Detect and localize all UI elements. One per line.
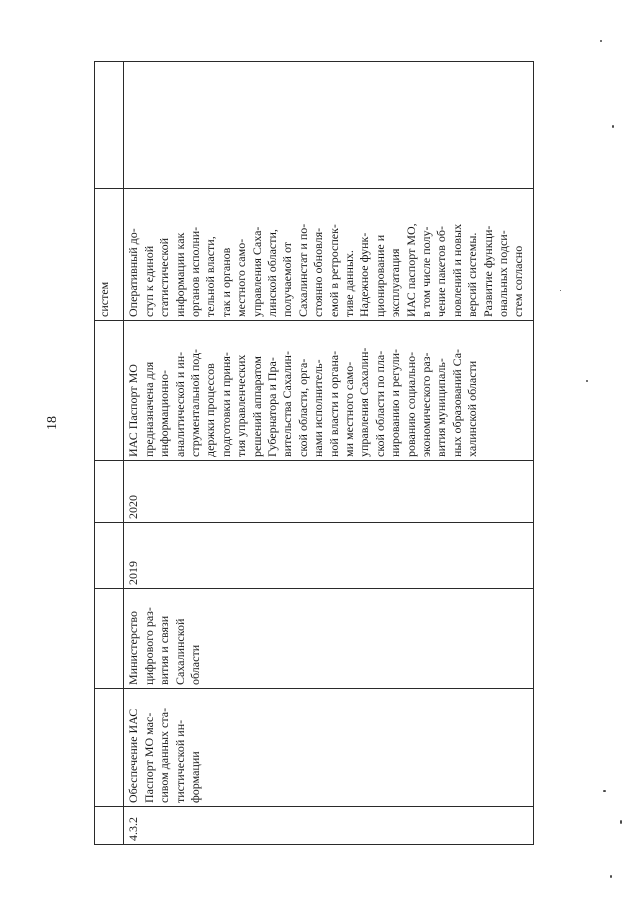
text-line: тиве данных. [341, 250, 356, 317]
text-line: вития муниципаль- [434, 358, 449, 457]
text-line: струментальной под- [187, 348, 202, 457]
text-line: Сахалинстат и по- [295, 223, 310, 317]
text-line: Министерство [126, 611, 141, 685]
text-line: тельной власти, [203, 236, 218, 317]
table-row [124, 62, 534, 845]
cell-empty [95, 589, 124, 689]
text-line: линской области, [264, 229, 279, 317]
text-line: чение пакетов об- [434, 226, 449, 317]
text-line: стем согласно [511, 245, 526, 317]
text-line: ной власти и органа- [326, 350, 341, 457]
cell-empty [95, 689, 124, 807]
cell-empty [95, 523, 124, 589]
text-line: ных образований Са- [449, 348, 464, 457]
cell-empty [95, 62, 124, 189]
text-line: Развитие функци- [480, 225, 495, 317]
text-line: ционирование и [372, 234, 387, 317]
text-line: сивом данных ста- [157, 707, 172, 803]
text-line: ИАС паспорт МО, [403, 223, 418, 317]
text-line: экономического раз- [419, 352, 433, 457]
text-line: информационно- [157, 370, 172, 457]
text-line: эксплуатация [388, 248, 403, 317]
text-line: формации [187, 751, 202, 803]
text-line: Надежное функ- [357, 232, 372, 317]
text-line: получаемой от [280, 241, 295, 317]
text-line: держки процессов [203, 363, 218, 457]
text-line: Оперативный до- [126, 228, 141, 317]
text-line: предназначена для [141, 361, 156, 457]
page-number: 18 [45, 416, 60, 430]
text-line: ской области, орга- [295, 358, 310, 457]
text-line: органов исполни- [187, 226, 202, 317]
table-header-continuation-row [95, 62, 124, 845]
text-line: местного само- [234, 238, 249, 317]
text-line: Губернатора и Пра- [264, 357, 279, 457]
scan-speck [612, 125, 614, 128]
text-line: так и органов [218, 247, 233, 317]
cell-result [124, 189, 534, 321]
text-line: халинской области [465, 360, 480, 457]
text-line: области [187, 644, 202, 685]
text-line: вития и связи [157, 615, 172, 685]
text-line: управления Сахалин- [357, 347, 372, 457]
scan-speck [603, 790, 606, 792]
cell-description [124, 321, 534, 461]
text-line: ИАС Паспорт МО [126, 364, 141, 457]
cell-empty [95, 461, 124, 523]
text-line: нированию и регули- [388, 348, 403, 457]
text-line: Обеспечение ИАС [126, 708, 141, 803]
scan-speck [620, 820, 622, 824]
text-line: нами исполнитель- [311, 359, 326, 457]
cell-empty [95, 321, 124, 461]
rotated-table-container [94, 62, 534, 845]
text-line: новлений и новых [449, 223, 464, 317]
text-line: тия управленческих [234, 354, 249, 457]
text-line: рованию социально- [403, 351, 418, 457]
text-line: стоянно обновля- [311, 227, 326, 317]
cell-empty [95, 807, 124, 845]
text-line: подготовки и приня- [218, 352, 233, 457]
scan-speck [586, 380, 588, 382]
cell-year-end: 2020 [124, 461, 534, 523]
text-line: вительства Сахалин- [280, 351, 295, 457]
text-line: ской области по пла- [372, 350, 387, 457]
cell-year-start: 2019 [124, 523, 534, 589]
scan-speck [600, 40, 602, 42]
text-line: Сахалинской [172, 618, 187, 685]
text-line: ступ к единой [141, 245, 156, 317]
text-line: управления Саха- [249, 226, 264, 317]
text-line: версий системы. [465, 232, 480, 317]
scan-speck [560, 290, 561, 291]
text-line: ональных подси- [496, 230, 511, 317]
cell-empty [124, 62, 534, 189]
cell-number: 4.3.2 [124, 807, 534, 845]
text-line: решений аппаратом [249, 356, 264, 457]
text-line: Паспорт МО мас- [141, 712, 156, 803]
text-line: статистической [157, 237, 172, 317]
text-line: информации как [172, 232, 187, 317]
text-line: аналитической и ин- [172, 351, 187, 457]
text-line: цифрового раз- [141, 607, 156, 685]
cell-result-continuation: систем [95, 189, 124, 321]
cell-name [124, 689, 534, 807]
cell-executor [124, 589, 534, 689]
text-line: тистической ин- [172, 719, 187, 803]
text-line: в том числе полу- [419, 226, 433, 317]
activities-table [94, 61, 534, 845]
text-line: ми местного само- [341, 361, 356, 457]
scan-speck [610, 875, 612, 878]
text-line: емой в ретроспек- [326, 224, 341, 317]
